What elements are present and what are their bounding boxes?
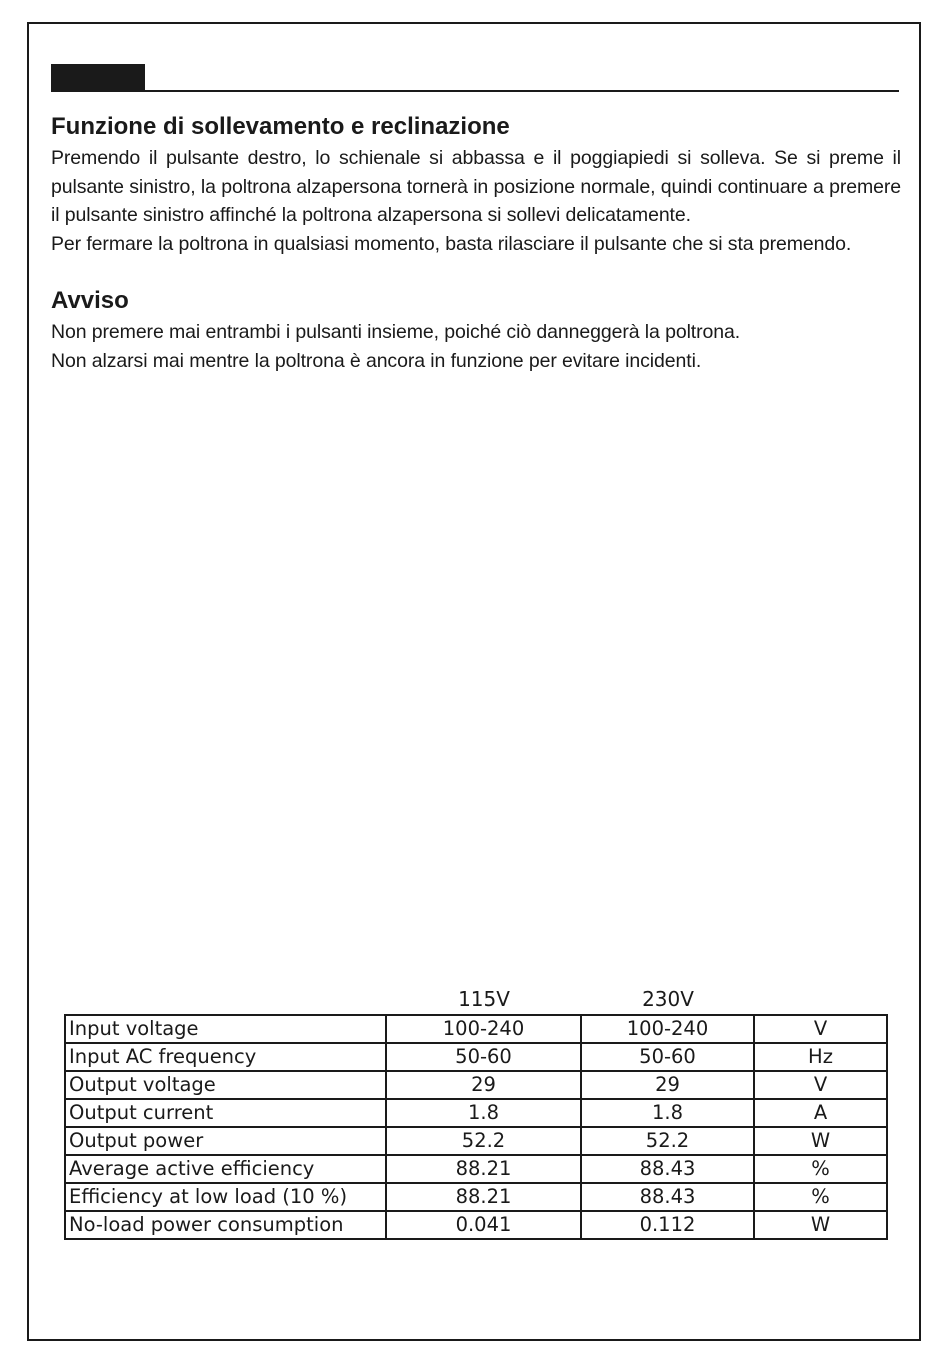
row-label: Output voltage xyxy=(65,1071,386,1099)
unit: % xyxy=(754,1155,887,1183)
lift-recline-section xyxy=(51,110,901,258)
unit: Hz xyxy=(754,1043,887,1071)
column-header-230v: 230V xyxy=(642,987,694,1011)
unit: W xyxy=(754,1127,887,1155)
value-115v: 100-240 xyxy=(386,1015,581,1043)
table-row xyxy=(65,1071,887,1099)
value-115v: 52.2 xyxy=(386,1127,581,1155)
value-230v: 50-60 xyxy=(581,1043,754,1071)
warning-section xyxy=(51,284,901,375)
value-115v: 0.041 xyxy=(386,1211,581,1239)
warning-line-2: Non alzarsi mai mentre la poltrona è ancora in funzione per evitare incidenti. xyxy=(51,349,702,372)
row-label: Input voltage xyxy=(65,1015,386,1043)
value-230v: 0.112 xyxy=(581,1211,754,1239)
lift-recline-paragraph-2: Per fermare la poltrona in qualsiasi momento, basta rilasciare il pulsante che si sta premendo. xyxy=(51,232,852,255)
row-label: Output current xyxy=(65,1099,386,1127)
value-230v: 88.43 xyxy=(581,1183,754,1211)
table-row xyxy=(65,1127,887,1155)
lift-recline-title: Funzione di sollevamento e reclinazione xyxy=(51,113,510,140)
value-115v: 50-60 xyxy=(386,1043,581,1071)
table-row xyxy=(65,1155,887,1183)
row-label: Average active efficiency xyxy=(65,1155,386,1183)
row-label: Input AC frequency xyxy=(65,1043,386,1071)
power-specs xyxy=(64,984,886,1240)
warning-line-1: Non premere mai entrambi i pulsanti insieme, poiché ciò danneggerà la poltrona. xyxy=(51,321,741,343)
row-label: No-load power consumption xyxy=(65,1211,386,1239)
value-230v: 88.43 xyxy=(581,1155,754,1183)
table-row xyxy=(65,1099,887,1127)
value-115v: 1.8 xyxy=(386,1099,581,1127)
unit: V xyxy=(754,1071,887,1099)
row-label: Output power xyxy=(65,1127,386,1155)
row-label: Efficiency at low load (10 %) xyxy=(65,1183,386,1211)
value-230v: 52.2 xyxy=(581,1127,754,1155)
value-230v: 29 xyxy=(581,1071,754,1099)
value-115v: 88.21 xyxy=(386,1155,581,1183)
header-rule xyxy=(51,90,899,92)
lift-recline-paragraph-1: Premendo il pulsante destro, lo schienale si abbassa e il poggiapiedi si solleva. Se si preme il pulsante sinistro, la poltrona alzapersona tornerà in posizione normale, quindi continuare a premere il pulsante sinistro affinché la poltrona alzapersona si sollevi delicatamente. xyxy=(51,147,901,226)
unit: V xyxy=(754,1015,887,1043)
table-row xyxy=(65,1211,887,1239)
table-row xyxy=(65,1043,887,1071)
value-230v: 1.8 xyxy=(581,1099,754,1127)
specs-table xyxy=(64,1014,888,1240)
table-row xyxy=(65,1183,887,1211)
voltage-column-headers xyxy=(64,984,886,1014)
table-row xyxy=(65,1015,887,1043)
column-header-115v: 115V xyxy=(458,987,510,1011)
warning-title: Avviso xyxy=(51,287,129,314)
value-230v: 100-240 xyxy=(581,1015,754,1043)
value-115v: 29 xyxy=(386,1071,581,1099)
unit: A xyxy=(754,1099,887,1127)
unit: % xyxy=(754,1183,887,1211)
header-tab-block xyxy=(51,64,145,91)
value-115v: 88.21 xyxy=(386,1183,581,1211)
unit: W xyxy=(754,1211,887,1239)
manual-content xyxy=(51,110,901,375)
